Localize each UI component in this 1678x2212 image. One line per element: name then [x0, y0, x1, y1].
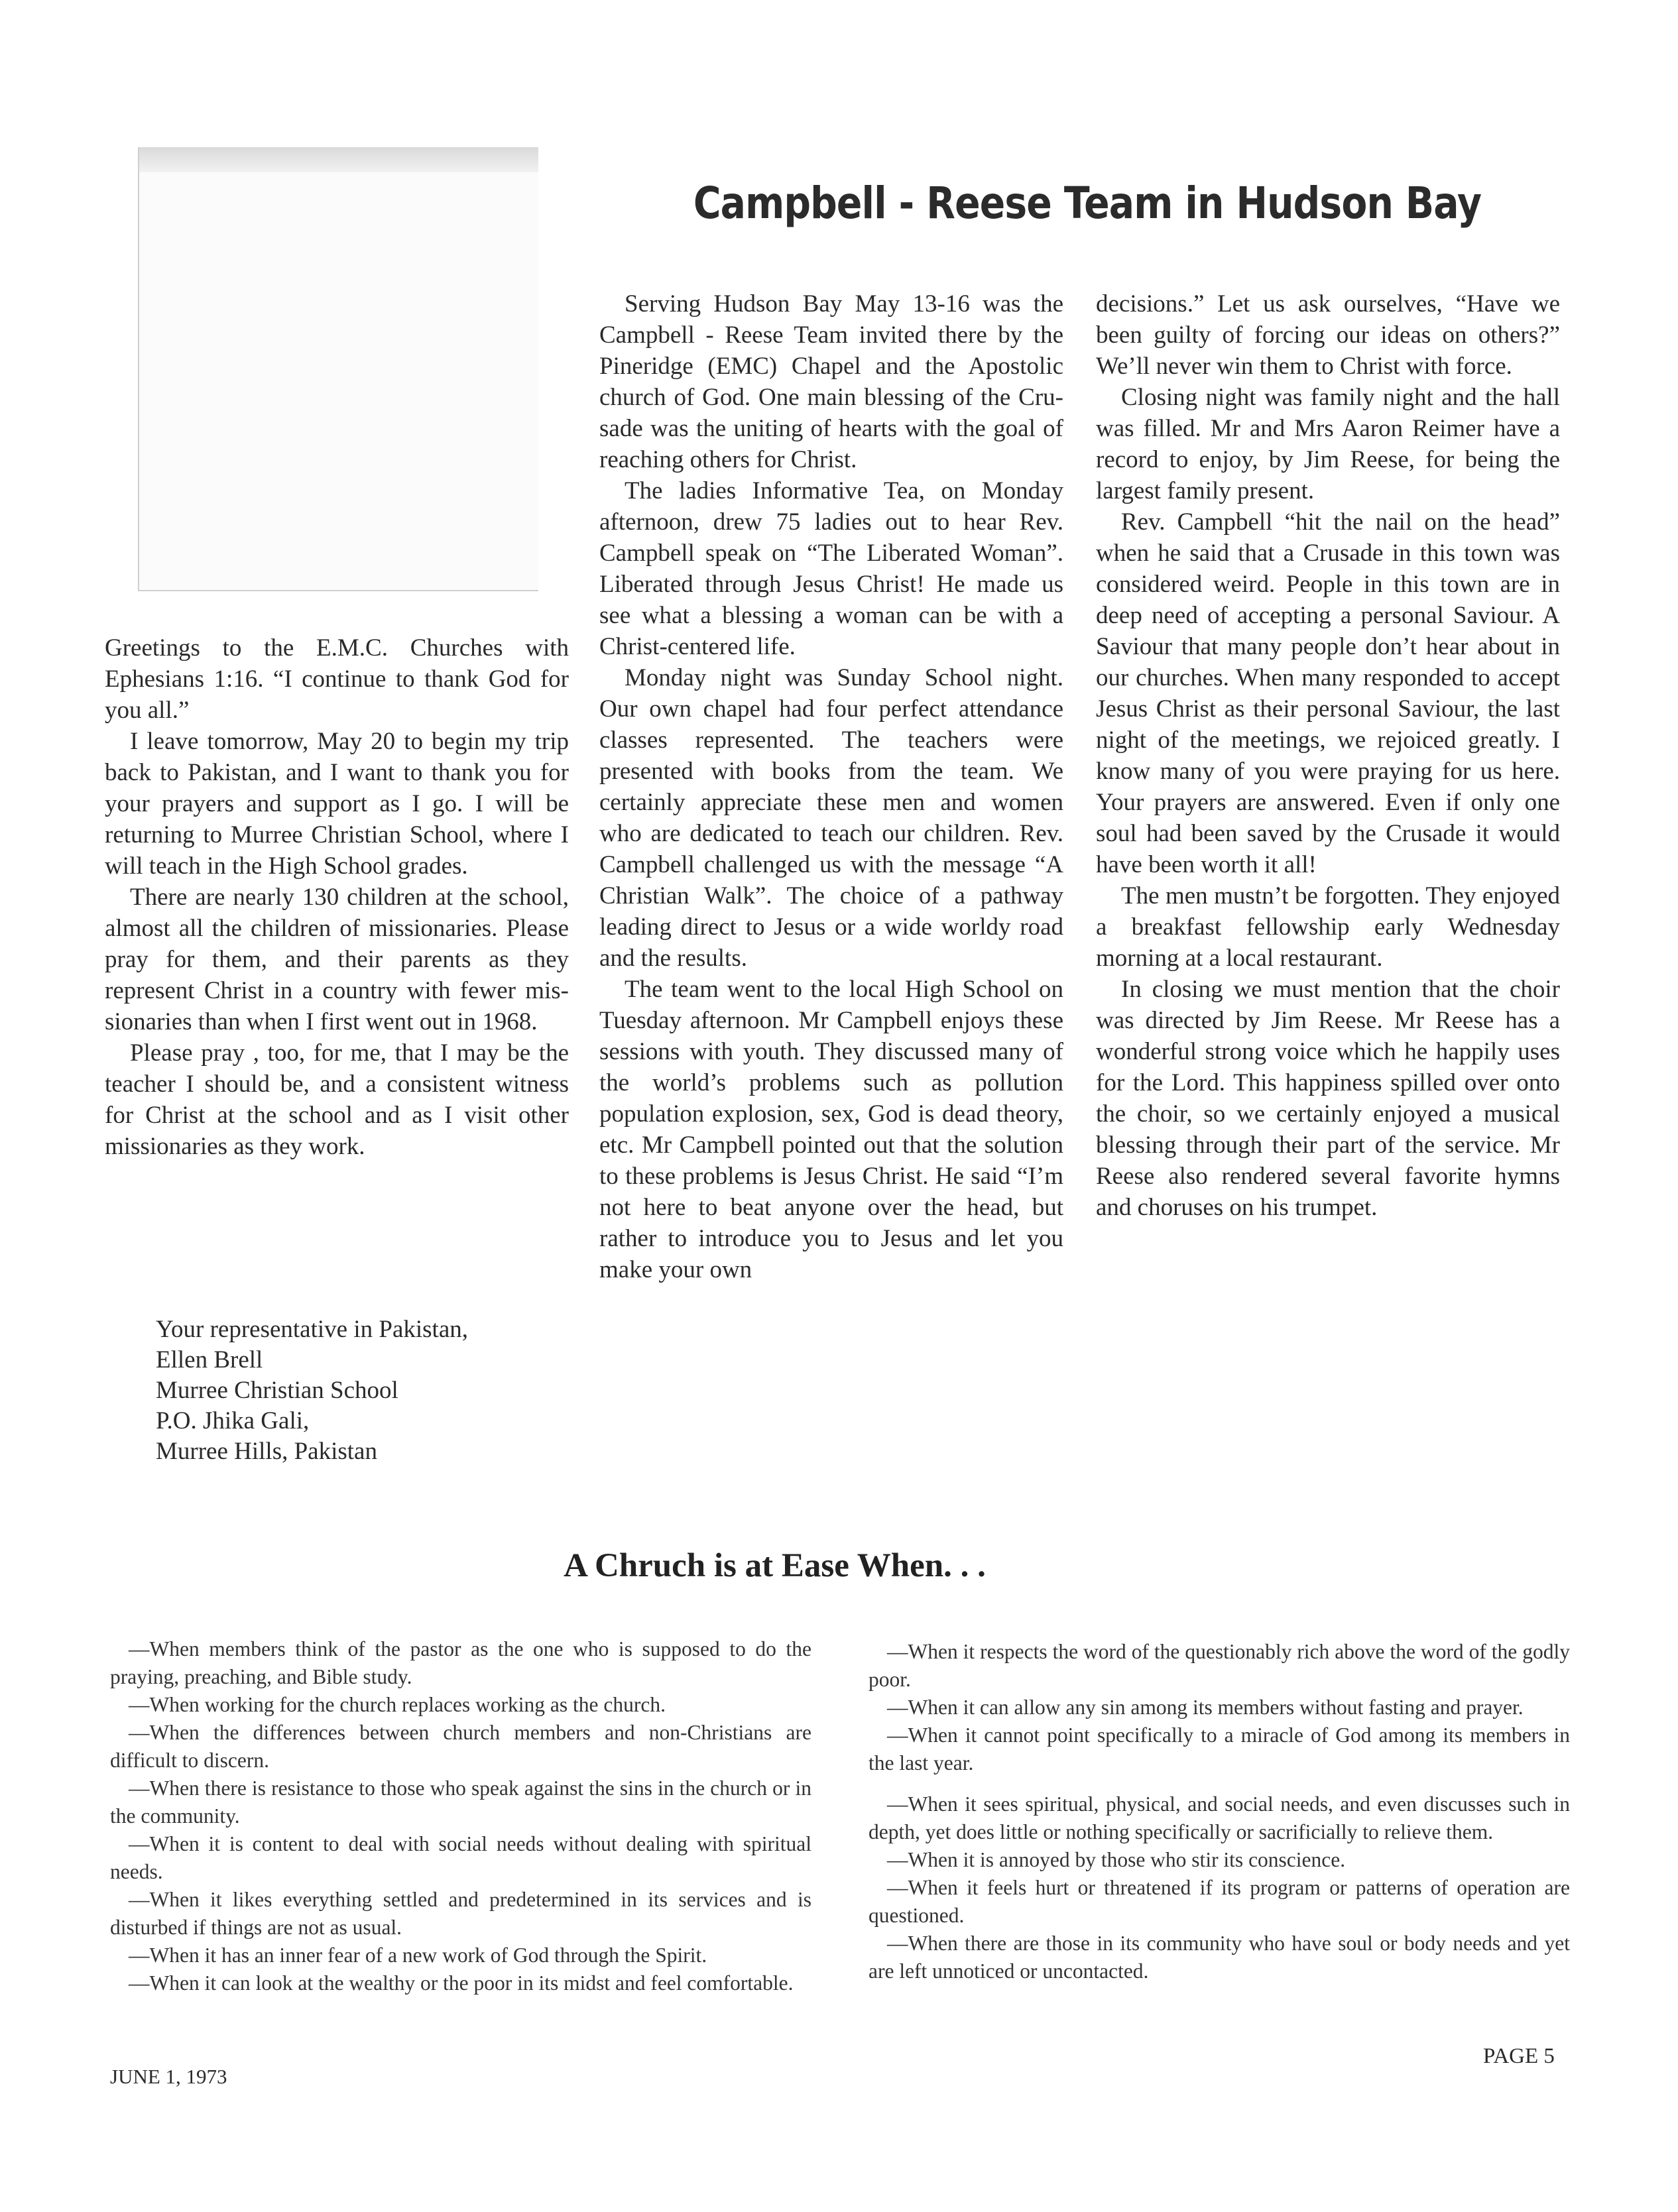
article-paragraph: The team went to the local High School on Tuesday afternoon. Mr Campbell enjoys these sessions with youth. They discussed many of the world’s problems such as pollution population explosion, sex, God is dead theory, etc. Mr Campbell pointed out that the solution to these problems is Jesus Christ. He said “I’m not here to beat anyone over the head, but rather to introduce you to Jesus and let you make your own	[599, 976, 1063, 1283]
letter-paragraph: Please pray , too, for me, that I may be the teacher I should be, and a consistent witness for Christ at the school and as I visit other missionaries as they work.	[105, 1039, 569, 1160]
signature-line: P.O. Jhika Gali,	[156, 1407, 310, 1434]
issue-date: JUNE 1, 1973	[110, 2065, 227, 2088]
list-item: —When it is content to deal with social needs without dealing with spiritual needs.	[110, 1832, 811, 1883]
list-item: —When it has an inner fear of a new work of God through the Spirit.	[129, 1944, 707, 1967]
photo-placeholder	[138, 147, 538, 591]
letter-column	[105, 632, 569, 1162]
article-paragraph: Rev. Campbell “hit the nail on the head” when he said that a Crusade in this town was considered weird. People in this town are in deep need of accepting a personal Saviour. A Saviour that many people don’t hear about in our churches. When many responded to accept Jesus Christ as their personal Saviour, the last night of the meetings, we rejoiced greatly. I know many of you were praying for us here. Your prayers are answered. Even if only one soul had been saved by the Crusade it would have been worth it all!	[1096, 508, 1560, 878]
letter-paragraph: Greetings to the E.M.C. Churches with Ephesians 1:16. “I continue to thank God for you all.”	[105, 634, 569, 724]
article-paragraph: Serving Hudson Bay May 13-16 was the Campbell - Reese Team invited there by the Pineridge (EMC) Chapel and the Apostolic church of God. One main blessing of the Crusade was the uniting of hearts with the goal of reaching others for Christ.	[599, 290, 1063, 473]
signature-line: Murree Christian School	[156, 1377, 398, 1404]
list-item: —When it can look at the wealthy or the poor in its midst and feel comfortable.	[129, 1971, 794, 1995]
list-item: —When it respects the word of the questionably rich above the word of the godly poor.	[869, 1640, 1570, 1691]
article-column-2	[1096, 288, 1560, 1223]
list-item: —When it cannot point specifically to a miracle of God among its members in the last year.	[869, 1723, 1570, 1775]
signature-line: Your representative in Pakistan,	[156, 1316, 468, 1343]
article-column-1	[599, 288, 1063, 1285]
page-number: PAGE 5	[1483, 2044, 1555, 2068]
article-paragraph: The men mustn’t be forgotten. They enjoyed a breakfast fellowship early Wednesday morning at a local restaurant.	[1096, 882, 1560, 972]
list-item: —When it sees spiritual, physical, and social needs, and even discusses such in depth, yet does little or nothing specifically or sacrificially to relieve them.	[869, 1792, 1570, 1843]
list-item: —When working for the church replaces working as the church.	[129, 1693, 666, 1716]
list-item: —When there is resistance to those who speak against the sins in the church or in the community.	[110, 1776, 811, 1828]
church-list-left	[110, 1635, 811, 1997]
list-item: —When it likes everything settled and predetermined in its services and is disturbed if things are not as usual.	[110, 1888, 811, 1939]
list-item: —When members think of the pastor as the one who is supposed to do the praying, preaching, and Bible study.	[110, 1637, 811, 1688]
list-item: —When it is annoyed by those who stir its conscience.	[887, 1848, 1346, 1871]
letter-signature	[156, 1314, 468, 1467]
church-list-right	[869, 1638, 1570, 1985]
article-title: Campbell - Reese Team in Hudson Bay	[693, 178, 1482, 229]
article-paragraph: In closing we must mention that the choir was directed by Jim Reese. Mr Reese has a wonderful strong voice which he happily uses for the Lord. This happiness spilled over onto the choir, so we certainly enjoyed a musical blessing through their part of the service. Mr Reese also rendered several favorite hymns and choruses on his trumpet.	[1096, 976, 1560, 1221]
church-section-title	[0, 1546, 1678, 1585]
list-item: —When there are those in its community who have soul or body needs and yet are left unnoticed or uncontacted.	[869, 1932, 1570, 1983]
signature-line: Ellen Brell	[156, 1346, 263, 1373]
article-paragraph: Monday night was Sunday School night. Our own chapel had four perfect attendance classes represented. The teachers were presented with books from the team. We certainly appreciate these men and women who are dedicated to teach our children. Rev. Campbell challenged us with the message “A Christian Walk”. The choice of a pathway leading direct to Jesus or a wide worldy road and the results.	[599, 664, 1063, 972]
church-title-text: A Chruch is at Ease When. . .	[564, 1547, 986, 1584]
list-item: —When the differences between church members and non-Christians are difficult to discern.	[110, 1721, 811, 1772]
article-paragraph: Closing night was family night and the hall was filled. Mr and Mrs Aaron Reimer have a record to enjoy, by Jim Reese, for being the largest family present.	[1096, 384, 1560, 504]
signature-line: Murree Hills, Pakistan	[156, 1438, 377, 1465]
list-item: —When it feels hurt or threatened if its program or patterns of operation are questioned.	[869, 1876, 1570, 1927]
article-paragraph: decisions.” Let us ask ourselves, “Have we been guilty of forcing our ideas on others?” We’ll never win them to Christ with force.	[1096, 290, 1560, 380]
letter-paragraph: There are nearly 130 children at the school, almost all the children of missionaries. Please pray for them, and their parents as they represent Christ in a country with fewer missionaries than when I first went out in 1968.	[105, 884, 569, 1035]
list-item: —When it can allow any sin among its members without fasting and prayer.	[887, 1696, 1524, 1719]
letter-paragraph: I leave tomorrow, May 20 to begin my trip back to Pakistan, and I want to thank you for your prayers and support as I go. I will be returning to Murree Christian School, where I will teach in the High School grades.	[105, 728, 569, 880]
article-paragraph: The ladies Informative Tea, on Monday afternoon, drew 75 ladies out to hear Rev. Campbell speak on “The Liberated Woman”. Liberated through Jesus Christ! He made us see what a blessing a woman can be with a Christ-centered life.	[599, 477, 1063, 660]
